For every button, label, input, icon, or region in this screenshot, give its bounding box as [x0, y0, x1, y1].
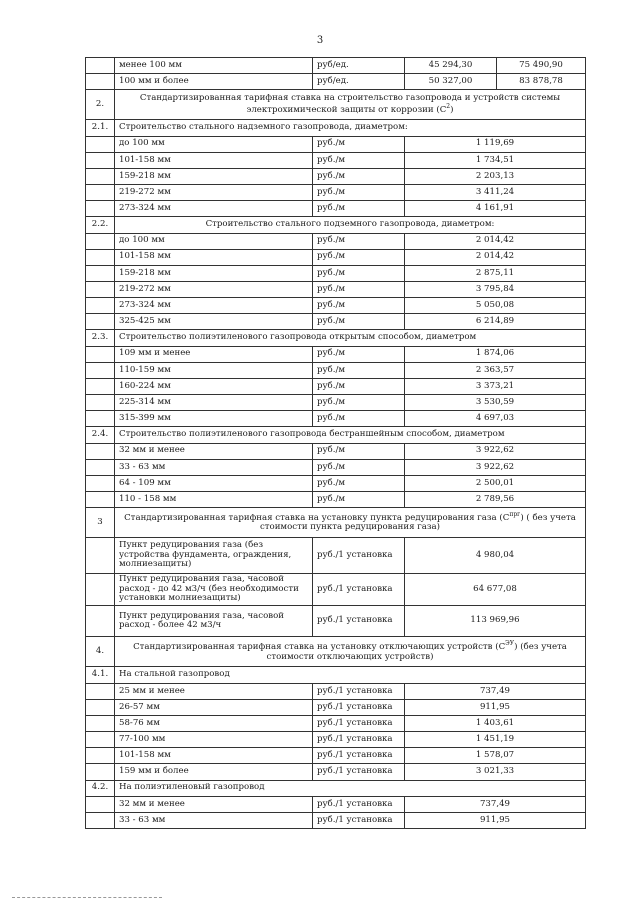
- subsection-header-row: [86, 427, 586, 444]
- row-unit: руб./1 установка: [313, 813, 405, 829]
- section-title-sup: ЭУ: [505, 640, 515, 648]
- row-name: 101-158 мм: [115, 249, 313, 265]
- row-unit: руб./м: [313, 152, 405, 168]
- row-name: менее 100 мм: [115, 58, 313, 74]
- row-name: 110 - 158 мм: [115, 491, 313, 507]
- section-title-text: Стандартизированная тарифная ставка на установку отключающих устройств (С: [133, 642, 506, 653]
- row-value: 75 490,90: [497, 58, 586, 74]
- table-row: [86, 716, 586, 732]
- row-name: 101-158 мм: [115, 152, 313, 168]
- row-unit: руб./м: [313, 249, 405, 265]
- row-value: 3 411,24: [405, 184, 586, 200]
- row-value: 1 119,69: [405, 136, 586, 152]
- row-unit: руб/ед.: [313, 74, 405, 90]
- row-value: 2 500,01: [405, 475, 586, 491]
- row-unit: руб./м: [313, 136, 405, 152]
- subsection-header-row: [86, 120, 586, 137]
- row-value: 4 161,91: [405, 201, 586, 217]
- row-number: [86, 797, 115, 813]
- table-row: [86, 411, 586, 427]
- row-unit: руб./1 установка: [313, 683, 405, 699]
- subsection-number: 4.2.: [86, 780, 115, 797]
- table-row: [86, 184, 586, 200]
- row-number: [86, 281, 115, 297]
- row-name: 77-100 мм: [115, 732, 313, 748]
- row-name: Пункт редуцирования газа, часовой расход - более 42 м3/ч: [115, 605, 313, 637]
- row-unit: руб./м: [313, 201, 405, 217]
- tariff-table: [85, 57, 586, 829]
- subsection-title: Строительство стального подземного газопровода, диаметром:: [115, 217, 586, 234]
- subsection-header-row: [86, 330, 586, 347]
- row-name: 159-218 мм: [115, 265, 313, 281]
- table-row: [86, 797, 586, 813]
- section-header-row: [86, 508, 586, 538]
- row-number: [86, 764, 115, 780]
- table-row: [86, 378, 586, 394]
- section-number: 2.: [86, 90, 115, 120]
- row-name: Пункт редуцирования газа, часовой расход - до 42 м3/ч (без необходимости установки молниезащиты): [115, 574, 313, 606]
- table-row: [86, 346, 586, 362]
- row-value: 5 050,08: [405, 298, 586, 314]
- row-number: [86, 538, 115, 574]
- row-unit: руб./м: [313, 346, 405, 362]
- row-name: 219-272 мм: [115, 281, 313, 297]
- row-number: [86, 298, 115, 314]
- row-value: 3 922,62: [405, 443, 586, 459]
- row-name: до 100 мм: [115, 233, 313, 249]
- row-unit: руб./м: [313, 362, 405, 378]
- row-number: [86, 314, 115, 330]
- table-row: [86, 475, 586, 491]
- table-row: [86, 605, 586, 637]
- row-name: 110-159 мм: [115, 362, 313, 378]
- table-row: [86, 74, 586, 90]
- row-unit: руб./м: [313, 395, 405, 411]
- row-number: [86, 74, 115, 90]
- row-number: [86, 136, 115, 152]
- row-unit: руб./1 установка: [313, 605, 405, 637]
- table-row: [86, 459, 586, 475]
- subsection-number: 2.3.: [86, 330, 115, 347]
- row-number: [86, 475, 115, 491]
- row-value: 83 878,78: [497, 74, 586, 90]
- row-name: 160-224 мм: [115, 378, 313, 394]
- row-value: 1 874,06: [405, 346, 586, 362]
- table-row: [86, 574, 586, 606]
- row-value: 911,95: [405, 700, 586, 716]
- row-number: [86, 201, 115, 217]
- row-value: 3 373,21: [405, 378, 586, 394]
- row-unit: руб./м: [313, 233, 405, 249]
- row-unit: руб./м: [313, 314, 405, 330]
- row-unit: руб./1 установка: [313, 797, 405, 813]
- table-row: [86, 491, 586, 507]
- row-number: [86, 716, 115, 732]
- row-value: 64 677,08: [405, 574, 586, 606]
- row-unit: руб./1 установка: [313, 700, 405, 716]
- section-title: [115, 508, 586, 538]
- row-unit: руб./м: [313, 281, 405, 297]
- table-row: [86, 732, 586, 748]
- row-number: [86, 732, 115, 748]
- table-row: [86, 314, 586, 330]
- subsection-header-row: [86, 780, 586, 797]
- row-value: 737,49: [405, 797, 586, 813]
- row-value: 6 214,89: [405, 314, 586, 330]
- page-number: 3: [316, 35, 324, 46]
- row-unit: руб./1 установка: [313, 538, 405, 574]
- row-name: 273-324 мм: [115, 201, 313, 217]
- section-title-text: Стандартизированная тарифная ставка на строительство газопровода и устройств системы электрохимической защиты от коррозии (С: [139, 93, 561, 115]
- subsection-number: 2.4.: [86, 427, 115, 444]
- row-number: [86, 813, 115, 829]
- subsection-number: 4.1.: [86, 667, 115, 684]
- row-unit: руб./м: [313, 265, 405, 281]
- row-value: 2 203,13: [405, 168, 586, 184]
- footer-line: [12, 897, 162, 898]
- subsection-title: Строительство стального надземного газопровода, диаметром:: [115, 120, 586, 137]
- row-number: [86, 700, 115, 716]
- table-row: [86, 152, 586, 168]
- row-number: [86, 168, 115, 184]
- section-title-end: ): [450, 104, 454, 115]
- row-number: [86, 459, 115, 475]
- row-value: 3 922,62: [405, 459, 586, 475]
- row-number: [86, 443, 115, 459]
- table-row: [86, 538, 586, 574]
- row-unit: руб/ед.: [313, 58, 405, 74]
- row-number: [86, 683, 115, 699]
- row-unit: руб./м: [313, 475, 405, 491]
- row-number: [86, 395, 115, 411]
- row-value: 3 530,59: [405, 395, 586, 411]
- row-unit: руб./1 установка: [313, 574, 405, 606]
- row-name: 315-399 мм: [115, 411, 313, 427]
- section-number: 4.: [86, 637, 115, 667]
- row-name: 100 мм и более: [115, 74, 313, 90]
- subsection-header-row: [86, 217, 586, 234]
- table-row: [86, 281, 586, 297]
- row-unit: руб./м: [313, 443, 405, 459]
- row-name: 64 - 109 мм: [115, 475, 313, 491]
- section-title-end: ) (без учета стоимости отключающих устройств): [266, 642, 567, 662]
- section-title-sup: прг: [509, 511, 521, 518]
- row-unit: руб./м: [313, 378, 405, 394]
- table-row: [86, 700, 586, 716]
- table-row: [86, 201, 586, 217]
- table-row: [86, 249, 586, 265]
- row-number: [86, 265, 115, 281]
- section-title-end: ) ( без учета стоимости пункта редуцирования газа): [259, 512, 576, 533]
- subsection-title: Строительство полиэтиленового газопровода бестраншейным способом, диаметром: [115, 427, 586, 444]
- row-value: 4 980,04: [405, 538, 586, 574]
- row-unit: руб./1 установка: [313, 732, 405, 748]
- subsection-header-row: [86, 667, 586, 684]
- row-name: Пункт редуцирования газа (без устройства фундамента, ограждения, молниезащиты): [115, 538, 313, 574]
- row-value: 2 363,57: [405, 362, 586, 378]
- row-number: [86, 362, 115, 378]
- row-number: [86, 249, 115, 265]
- row-value: 911,95: [405, 813, 586, 829]
- row-name: 26-57 мм: [115, 700, 313, 716]
- row-name: 159 мм и более: [115, 764, 313, 780]
- row-number: [86, 605, 115, 637]
- section-title-text: Стандартизированная тарифная ставка на установку пункта редуцирования газа (С: [124, 512, 510, 523]
- row-unit: руб./м: [313, 411, 405, 427]
- row-value: 1 578,07: [405, 748, 586, 764]
- row-name: 101-158 мм: [115, 748, 313, 764]
- row-value: 1 403,61: [405, 716, 586, 732]
- row-number: [86, 184, 115, 200]
- section-number: 3: [86, 508, 115, 538]
- row-name: 25 мм и менее: [115, 683, 313, 699]
- row-value: 45 294,30: [405, 58, 497, 74]
- row-number: [86, 378, 115, 394]
- row-unit: руб./м: [313, 298, 405, 314]
- table-row: [86, 168, 586, 184]
- row-number: [86, 58, 115, 74]
- table-row: [86, 443, 586, 459]
- row-name: 33 - 63 мм: [115, 813, 313, 829]
- subsection-number: 2.1.: [86, 120, 115, 137]
- table-row: [86, 683, 586, 699]
- table-row: [86, 136, 586, 152]
- row-name: 225-314 мм: [115, 395, 313, 411]
- row-name: до 100 мм: [115, 136, 313, 152]
- row-unit: руб./м: [313, 459, 405, 475]
- row-value: 2 875,11: [405, 265, 586, 281]
- table-row: [86, 395, 586, 411]
- section-header-row: [86, 637, 586, 667]
- row-name: 32 мм и менее: [115, 443, 313, 459]
- table-row: [86, 748, 586, 764]
- subsection-title: На стальной газопровод: [115, 667, 586, 684]
- table-row: [86, 813, 586, 829]
- row-number: [86, 346, 115, 362]
- row-unit: руб./1 установка: [313, 748, 405, 764]
- row-number: [86, 411, 115, 427]
- row-number: [86, 574, 115, 606]
- row-unit: руб./м: [313, 184, 405, 200]
- subsection-number: 2.2.: [86, 217, 115, 234]
- row-value: 3 021,33: [405, 764, 586, 780]
- row-name: 273-324 мм: [115, 298, 313, 314]
- row-number: [86, 491, 115, 507]
- row-name: 58-76 мм: [115, 716, 313, 732]
- row-value: 3 795,84: [405, 281, 586, 297]
- row-unit: руб./м: [313, 168, 405, 184]
- row-value: 737,49: [405, 683, 586, 699]
- table-row: [86, 362, 586, 378]
- row-number: [86, 748, 115, 764]
- row-number: [86, 152, 115, 168]
- row-unit: руб./1 установка: [313, 764, 405, 780]
- table-row: [86, 233, 586, 249]
- table-row: [86, 298, 586, 314]
- row-name: 32 мм и менее: [115, 797, 313, 813]
- section-header-row: [86, 90, 586, 120]
- row-name: 33 - 63 мм: [115, 459, 313, 475]
- section-title: [115, 90, 586, 120]
- row-value: 2 789,56: [405, 491, 586, 507]
- row-name: 109 мм и менее: [115, 346, 313, 362]
- row-name: 219-272 мм: [115, 184, 313, 200]
- table-row: [86, 764, 586, 780]
- section-title-sup: 2: [446, 102, 451, 110]
- row-value: 1 734,51: [405, 152, 586, 168]
- row-number: [86, 233, 115, 249]
- row-value: 2 014,42: [405, 233, 586, 249]
- row-value: 50 327,00: [405, 74, 497, 90]
- table-row: [86, 58, 586, 74]
- row-unit: руб./1 установка: [313, 716, 405, 732]
- row-value: 113 969,96: [405, 605, 586, 637]
- subsection-title: Строительство полиэтиленового газопровода открытым способом, диаметром: [115, 330, 586, 347]
- row-unit: руб./м: [313, 491, 405, 507]
- row-name: 325-425 мм: [115, 314, 313, 330]
- table-row: [86, 265, 586, 281]
- row-value: 1 451,19: [405, 732, 586, 748]
- row-value: 2 014,42: [405, 249, 586, 265]
- row-value: 4 697,03: [405, 411, 586, 427]
- row-name: 159-218 мм: [115, 168, 313, 184]
- section-title: [115, 637, 586, 667]
- subsection-title: На полиэтиленовый газопровод: [115, 780, 586, 797]
